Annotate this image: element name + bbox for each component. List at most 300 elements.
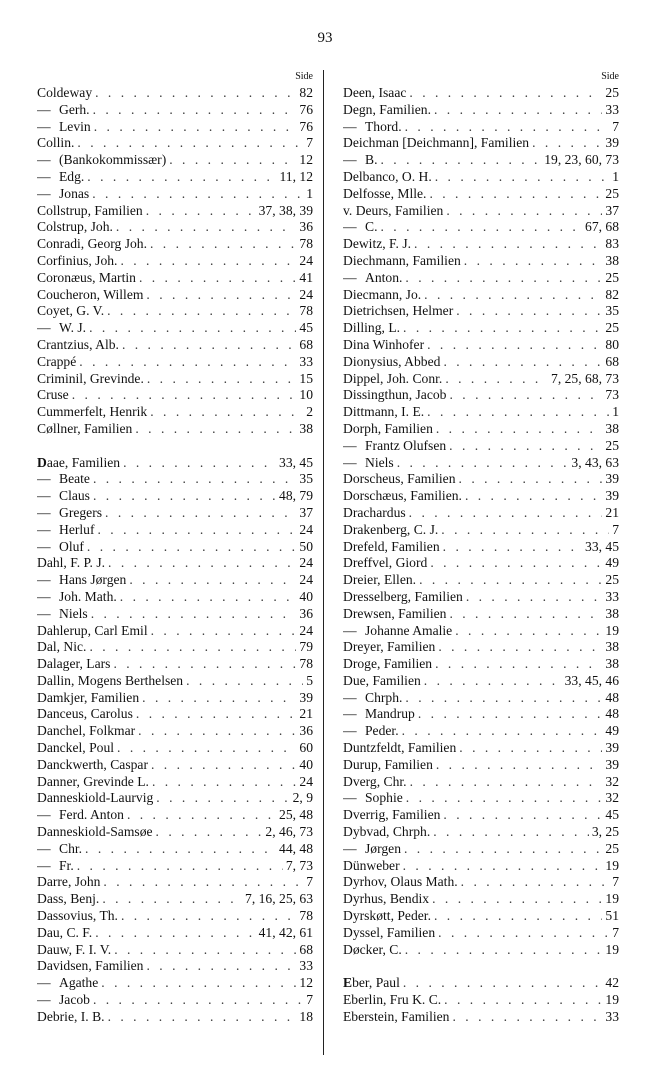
index-entry — [343, 606, 619, 623]
index-entry — [37, 119, 313, 136]
page-references: 49 — [605, 723, 619, 739]
entry-name: Dorph, Familien — [343, 420, 433, 436]
dot-leader — [441, 522, 609, 539]
index-entry — [37, 539, 313, 556]
page-references: 25 — [605, 572, 619, 588]
repeat-dash: — — [37, 504, 51, 520]
page-references: 68 — [299, 941, 313, 957]
dot-leader — [434, 102, 602, 119]
index-entry — [343, 740, 619, 757]
dot-leader — [405, 119, 610, 136]
index-entry — [343, 942, 619, 959]
dot-leader — [72, 387, 297, 404]
page-references: 24 — [299, 572, 313, 588]
repeat-dash: — — [37, 605, 51, 621]
dot-leader — [446, 203, 602, 220]
index-entry — [37, 85, 313, 102]
entry-name: Johanne Amalie — [365, 622, 453, 638]
dot-leader — [113, 656, 296, 673]
entry-name: Dyssel, Familien — [343, 924, 436, 940]
index-entry — [37, 337, 313, 354]
page-references: 44, 48 — [279, 840, 313, 856]
index-entry — [37, 723, 313, 740]
entry-name: Droge, Familien — [343, 656, 433, 672]
index-entry — [37, 891, 313, 908]
repeat-dash: — — [37, 101, 51, 117]
page-references: 50 — [299, 538, 313, 554]
dot-leader — [465, 488, 602, 505]
page-references: 7 — [612, 521, 619, 537]
entry-name: Dreyer, Familien — [343, 639, 436, 655]
entry-name: Dyrhov, Olaus Math. — [343, 874, 458, 890]
dot-leader — [459, 740, 602, 757]
page-references: 15 — [299, 370, 313, 386]
dot-leader — [452, 1009, 602, 1026]
index-entry — [37, 790, 313, 807]
entry-name: Dal, Nic. — [37, 639, 87, 655]
page-references: 48 — [605, 689, 619, 705]
index-entry — [343, 908, 619, 925]
dot-leader — [461, 874, 610, 891]
entry-name: Collstrup, Familien — [37, 202, 143, 218]
repeat-dash: — — [343, 689, 357, 705]
page-references: 24 — [299, 555, 313, 571]
page-references: 12 — [299, 152, 313, 168]
entry-name: Dallin, Mogens Berthelsen — [37, 672, 184, 688]
entry-name: Døcker, C. — [343, 941, 402, 957]
page-references: 82 — [299, 85, 313, 100]
entry-name: Dreffvel, Giord — [343, 555, 428, 571]
entry-name: Diechmann, Familien — [343, 252, 461, 268]
repeat-dash: — — [343, 437, 357, 453]
page-references: 60 — [299, 740, 313, 756]
index-entry — [37, 354, 313, 371]
index-entry — [343, 219, 619, 236]
index-entry — [37, 253, 313, 270]
dot-leader — [87, 539, 296, 556]
index-entry — [343, 874, 619, 891]
entry-name: Hans Jørgen — [59, 572, 127, 588]
page-references: 12 — [299, 975, 313, 991]
entry-name: Dresselberg, Familien — [343, 588, 463, 604]
dot-leader — [135, 421, 296, 438]
index-entry — [37, 287, 313, 304]
entry-name: Drachardus — [343, 504, 406, 520]
dot-leader — [102, 891, 242, 908]
entry-name: Dietrichsen, Helmer — [343, 303, 454, 319]
dot-leader — [418, 706, 603, 723]
entry-name: C. — [365, 219, 378, 235]
page-references: 33, 45 — [279, 454, 313, 470]
index-entry — [37, 1009, 313, 1026]
page-references: 33 — [299, 353, 313, 369]
dot-leader — [120, 253, 296, 270]
entry-name: Drakenberg, C. J. — [343, 521, 439, 537]
section-initial: D — [37, 454, 47, 470]
entry-name: Delfosse, Mlle. — [343, 185, 427, 201]
page-references: 2 — [306, 404, 313, 420]
dot-leader — [449, 387, 602, 404]
page-number: 93 — [317, 30, 333, 46]
page-references: 39 — [605, 135, 619, 151]
page-references: 41 — [299, 269, 313, 285]
index-entry — [37, 303, 313, 320]
dot-leader — [156, 824, 263, 841]
index-entry — [343, 471, 619, 488]
dot-leader — [146, 287, 296, 304]
page-references: 25 — [605, 185, 619, 201]
index-entry — [343, 673, 619, 690]
dot-leader — [93, 992, 303, 1009]
page-references: 19 — [605, 992, 619, 1008]
index-entry — [37, 135, 313, 152]
dot-leader — [97, 522, 296, 539]
page-references: 38 — [605, 656, 619, 672]
entry-name: Crappé — [37, 353, 77, 369]
entry-name: Dass, Benj. — [37, 891, 100, 907]
dot-leader — [434, 908, 602, 925]
entry-name: Oluf — [59, 538, 84, 554]
entry-name: Danneskiold-Samsøe — [37, 824, 153, 840]
entry-name: Degn, Familien. — [343, 101, 431, 117]
page-references: 37, 38, 39 — [258, 202, 313, 218]
page-references: 35 — [299, 471, 313, 487]
dot-leader — [449, 438, 602, 455]
entry-name: Dassovius, Th. — [37, 908, 118, 924]
page-references: 48 — [605, 706, 619, 722]
page-references: 33 — [605, 1008, 619, 1024]
index-entry — [343, 337, 619, 354]
dot-leader — [409, 505, 603, 522]
index-entry — [37, 421, 313, 438]
dot-leader — [107, 303, 296, 320]
index-column-right — [343, 70, 619, 1026]
page-references: 24 — [299, 252, 313, 268]
index-entry — [37, 706, 313, 723]
dot-leader — [444, 992, 602, 1009]
page-references: 33 — [605, 101, 619, 117]
index-entry — [343, 102, 619, 119]
entry-name: Joh. Math. — [59, 588, 117, 604]
repeat-dash: — — [343, 219, 357, 235]
page-references: 33, 45 — [585, 538, 619, 554]
page-references: 39 — [605, 740, 619, 756]
index-entry — [343, 841, 619, 858]
dot-leader — [414, 236, 602, 253]
index-entry — [37, 320, 313, 337]
page-references: 19 — [605, 622, 619, 638]
repeat-dash: — — [37, 807, 51, 823]
dot-leader — [146, 958, 296, 975]
index-entry — [37, 623, 313, 640]
page-references: 40 — [299, 588, 313, 604]
index-entry — [343, 992, 619, 1009]
index-entry — [343, 169, 619, 186]
repeat-dash: — — [37, 471, 51, 487]
entry-name: Danner, Grevinde L. — [37, 773, 149, 789]
dot-leader — [114, 942, 296, 959]
page-references: 21 — [605, 504, 619, 520]
index-entry — [343, 253, 619, 270]
entry-name: Dahl, F. P. J. — [37, 555, 106, 571]
index-entry — [37, 925, 313, 942]
index-entry — [37, 219, 313, 236]
entry-name: Drewsen, Familien — [343, 605, 447, 621]
dot-leader — [403, 858, 603, 875]
dot-leader — [138, 723, 296, 740]
index-entry — [37, 942, 313, 959]
entry-name: Dilling, L. — [343, 320, 401, 336]
index-entry — [37, 606, 313, 623]
entry-name: (Bankokommissær) — [59, 152, 167, 168]
dot-leader — [85, 841, 276, 858]
entry-name: Ferd. Anton — [59, 807, 124, 823]
index-entry — [343, 858, 619, 875]
dot-leader — [532, 135, 602, 152]
dot-leader — [443, 354, 602, 371]
index-entry — [37, 774, 313, 791]
page-references: 33, 45, 46 — [564, 672, 619, 688]
section-initial: E — [343, 975, 353, 991]
page-references: 7 — [612, 874, 619, 890]
page-references: 78 — [299, 236, 313, 252]
entry-name — [343, 975, 400, 992]
page-references: 78 — [299, 303, 313, 319]
page-references: 45 — [605, 807, 619, 823]
dot-leader — [404, 841, 602, 858]
dot-leader — [151, 757, 296, 774]
repeat-dash: — — [37, 521, 51, 537]
dot-leader — [409, 85, 602, 102]
entry-name: Conradi, Georg Joh. — [37, 236, 147, 252]
repeat-dash: — — [37, 488, 51, 504]
repeat-dash: — — [37, 588, 51, 604]
dot-leader — [150, 236, 296, 253]
dot-leader — [87, 169, 276, 186]
dot-leader — [429, 186, 602, 203]
index-entry — [37, 690, 313, 707]
dot-leader — [156, 790, 289, 807]
dot-leader — [95, 925, 255, 942]
dot-leader — [406, 790, 603, 807]
dot-leader — [89, 639, 296, 656]
repeat-dash: — — [37, 975, 51, 991]
index-entry — [343, 925, 619, 942]
entry-name: Cummerfelt, Henrik — [37, 404, 148, 420]
index-entry — [343, 790, 619, 807]
dot-leader — [427, 337, 602, 354]
entry-name: Beate — [59, 471, 90, 487]
repeat-dash: — — [343, 152, 357, 168]
page-references: 25 — [605, 840, 619, 856]
index-entry — [37, 387, 313, 404]
page-references: 10 — [299, 387, 313, 403]
dot-leader — [438, 925, 609, 942]
index-entry — [343, 270, 619, 287]
entry-name: Anton. — [365, 269, 403, 285]
dot-leader — [142, 690, 296, 707]
dot-leader — [139, 270, 296, 287]
page-references: 68 — [299, 336, 313, 352]
entry-name: Dittmann, I. E. — [343, 404, 425, 420]
entry-name: Davidsen, Familien — [37, 958, 144, 974]
page-references: 3, 43, 63 — [571, 454, 619, 470]
entry-name: Coronæus, Martin — [37, 269, 136, 285]
page-references: 2, 9 — [292, 790, 313, 806]
dot-leader — [380, 152, 541, 169]
index-entry — [343, 522, 619, 539]
entry-name: Dau, C. F. — [37, 924, 93, 940]
entry-name: Danckwerth, Caspar — [37, 756, 148, 772]
index-entry — [343, 438, 619, 455]
index-entry — [37, 555, 313, 572]
dot-leader — [443, 807, 602, 824]
entry-name: Levin — [59, 118, 91, 134]
dot-leader — [93, 102, 297, 119]
index-entry — [343, 1009, 619, 1026]
dot-leader — [424, 287, 602, 304]
entry-name: Danchel, Folkmar — [37, 723, 136, 739]
dot-leader — [405, 270, 602, 287]
entry-name: Dalager, Lars — [37, 656, 111, 672]
repeat-dash: — — [343, 118, 357, 134]
dot-leader — [449, 606, 602, 623]
repeat-dash: — — [37, 185, 51, 201]
entry-name: Niels — [59, 605, 88, 621]
page-references: 7, 16, 25, 63 — [245, 891, 313, 907]
entry-name: Dionysius, Abbed — [343, 353, 441, 369]
page-references: 7 — [612, 924, 619, 940]
page-references: 25 — [605, 437, 619, 453]
page-references: 24 — [299, 521, 313, 537]
dot-leader — [433, 824, 589, 841]
entry-name: Collin. — [37, 135, 75, 151]
index-entry — [37, 874, 313, 891]
page-references: 19 — [605, 857, 619, 873]
page-references: 36 — [299, 723, 313, 739]
dot-leader — [127, 807, 276, 824]
index-entry — [343, 807, 619, 824]
entry-name: Colstrup, Joh. — [37, 219, 113, 235]
dot-leader — [456, 303, 602, 320]
index-entry — [37, 488, 313, 505]
page-references: 38 — [605, 420, 619, 436]
index-entry — [37, 404, 313, 421]
index-entry — [37, 639, 313, 656]
dot-leader — [405, 942, 603, 959]
entry-name: Dina Winhofer — [343, 336, 425, 352]
index-entry — [343, 455, 619, 472]
page-references: 2, 46, 73 — [265, 824, 313, 840]
dot-leader — [91, 606, 297, 623]
page-references: 42 — [605, 975, 619, 991]
page-references: 41, 42, 61 — [258, 924, 313, 940]
dot-leader — [121, 908, 296, 925]
entry-name: Debrie, I. B. — [37, 1008, 105, 1024]
index-entry — [343, 623, 619, 640]
repeat-dash: — — [37, 152, 51, 168]
entry-name: Criminil, Grevinde. — [37, 370, 144, 386]
page-references: 40 — [299, 756, 313, 772]
index-entry — [37, 757, 313, 774]
index-entry — [37, 505, 313, 522]
index-entry — [37, 371, 313, 388]
repeat-dash: — — [343, 454, 357, 470]
entry-name: Dybvad, Chrph. — [343, 824, 431, 840]
index-entry — [37, 169, 313, 186]
dot-leader — [152, 774, 296, 791]
page-references: 37 — [605, 202, 619, 218]
index-entry — [343, 421, 619, 438]
dot-leader — [120, 589, 297, 606]
repeat-dash: — — [37, 992, 51, 1008]
entry-name: Edg. — [59, 168, 85, 184]
dot-leader — [445, 371, 548, 388]
entry-name: Dissingthun, Jacob — [343, 387, 447, 403]
index-entry — [343, 387, 619, 404]
dot-leader — [117, 740, 296, 757]
section-gap — [37, 438, 313, 455]
index-entry — [37, 522, 313, 539]
entry-name: Drefeld, Familien — [343, 538, 440, 554]
index-entry — [37, 152, 313, 169]
dot-leader — [430, 555, 602, 572]
entry-name: Dyrhus, Bendix — [343, 891, 430, 907]
index-entry — [37, 656, 313, 673]
page-references: 82 — [605, 286, 619, 302]
dot-leader — [105, 505, 296, 522]
entry-name: Darre, John — [37, 874, 101, 890]
dot-leader — [436, 757, 603, 774]
index-entry — [343, 975, 619, 992]
entry-name: Herluf — [59, 521, 95, 537]
entry-name: Danceus, Carolus — [37, 706, 133, 722]
dot-leader — [79, 354, 296, 371]
index-entry — [37, 824, 313, 841]
page-references: 3, 25 — [591, 824, 619, 840]
dot-leader — [93, 488, 276, 505]
index-entry — [37, 958, 313, 975]
entry-name: Dorschæus, Familien. — [343, 488, 462, 504]
page-references: 7 — [612, 118, 619, 134]
entry-name: Deen, Isaac — [343, 85, 407, 100]
entry-name: Dverg, Chr. — [343, 773, 407, 789]
entry-name: Gerh. — [59, 101, 90, 117]
page-references: 25 — [605, 269, 619, 285]
dot-leader — [466, 589, 603, 606]
page-references: 37 — [299, 504, 313, 520]
dot-leader — [464, 253, 603, 270]
dot-leader — [427, 404, 609, 421]
page-references: 24 — [299, 773, 313, 789]
index-entry — [37, 858, 313, 875]
dot-leader — [108, 1009, 297, 1026]
side-column-header: Side — [295, 71, 313, 82]
entry-name: Cruse — [37, 387, 69, 403]
entry-name: Coucheron, Willem — [37, 286, 144, 302]
dot-leader — [432, 891, 602, 908]
page-references: 24 — [299, 622, 313, 638]
entry-name: Corfinius, Joh. — [37, 252, 118, 268]
index-entry — [343, 656, 619, 673]
index-entry — [37, 992, 313, 1009]
index-entry — [37, 102, 313, 119]
entry-name: Dreier, Ellen. — [343, 572, 417, 588]
index-entry — [37, 807, 313, 824]
index-entry — [343, 236, 619, 253]
page-references: 7, 73 — [285, 857, 313, 873]
page-references: 33 — [605, 588, 619, 604]
